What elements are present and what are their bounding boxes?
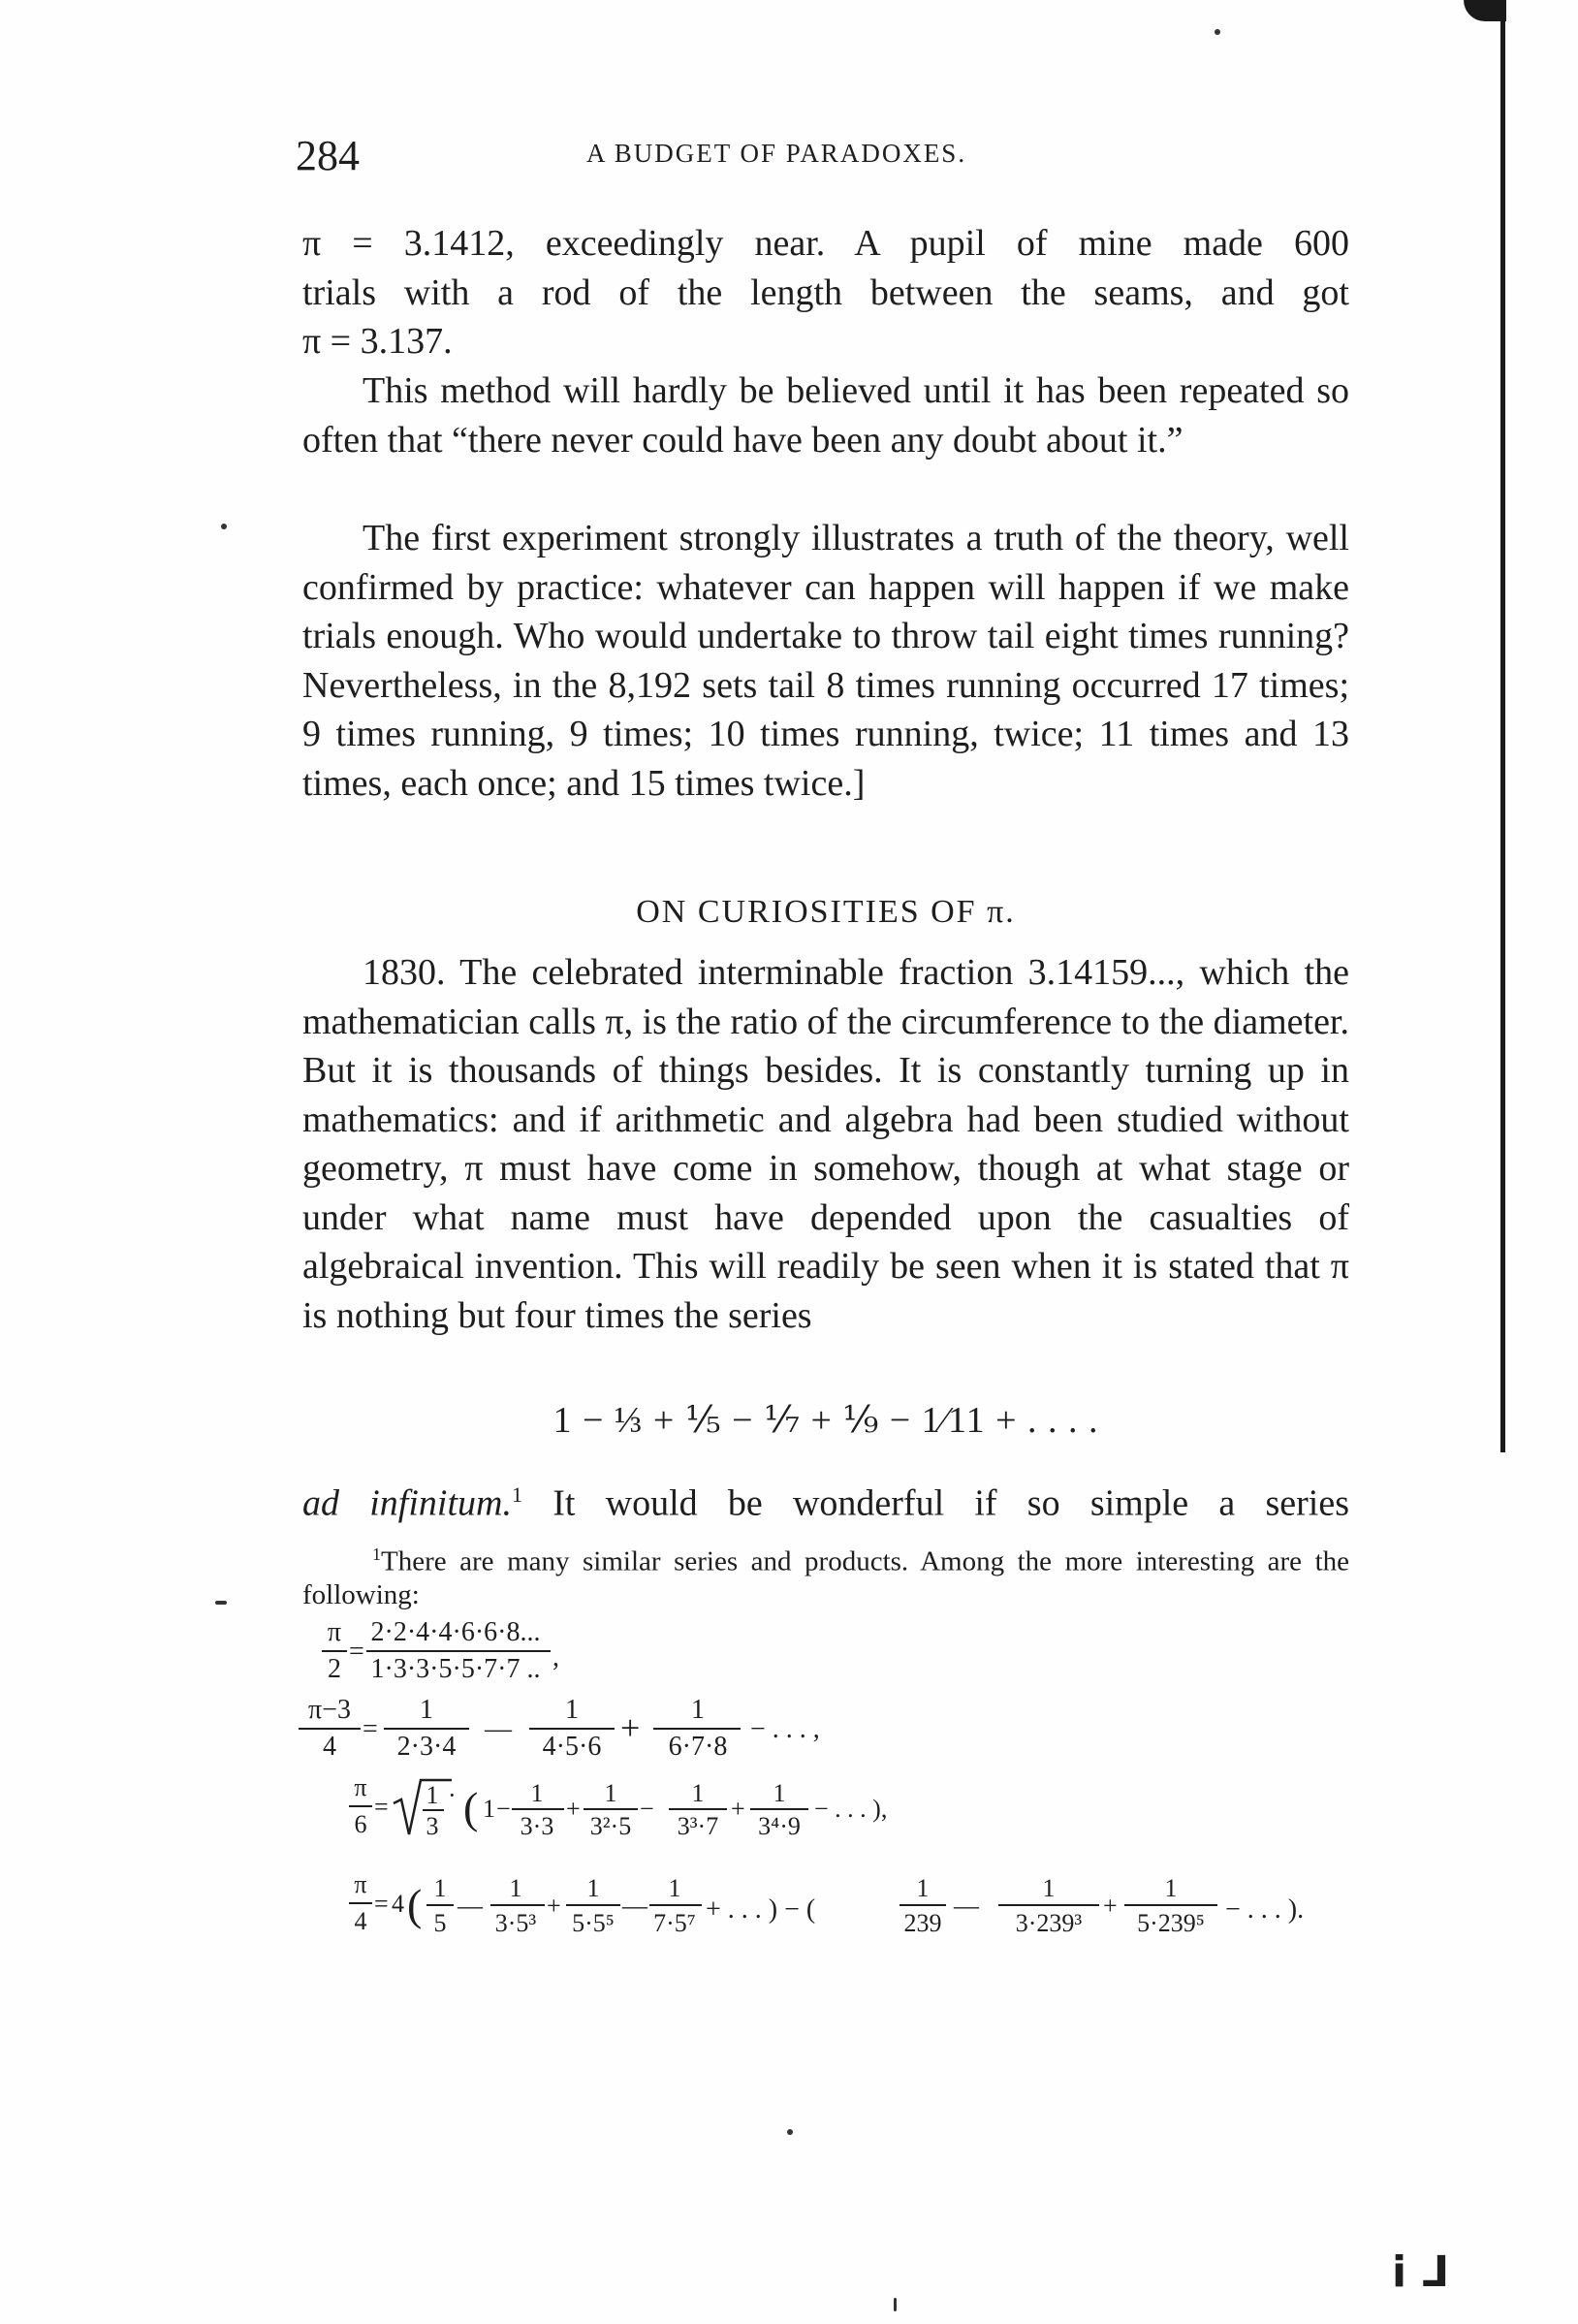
footnote [302, 1538, 1349, 1611]
speck [1215, 29, 1220, 35]
svg-text:π: π [327, 1617, 342, 1647]
svg-text:5: 5 [433, 1909, 447, 1937]
footnote-text: There are many similar series and products. Among the more interesting are the following: [302, 1545, 1349, 1610]
svg-text:3: 3 [426, 1812, 439, 1840]
svg-text:1: 1 [565, 1695, 579, 1725]
svg-text:1: 1 [604, 1779, 617, 1807]
svg-text:+: + [731, 1795, 745, 1823]
svg-text:π: π [354, 1870, 367, 1898]
svg-text:=: = [374, 1793, 389, 1821]
svg-text:− . . . ,: − . . . , [750, 1714, 820, 1744]
svg-text:1: 1 [691, 1779, 705, 1807]
svg-text:1·3·3·5·5·7·7 ..: 1·3·3·5·5·7·7 .. [370, 1654, 541, 1684]
speck [221, 524, 227, 529]
svg-text:1: 1 [483, 1795, 495, 1823]
svg-text:1: 1 [773, 1779, 786, 1807]
svg-text:−: − [640, 1795, 654, 1823]
section-heading: ON CURIOSITIES OF π. [636, 894, 1016, 930]
svg-text:4: 4 [323, 1732, 336, 1762]
svg-text:π: π [354, 1773, 367, 1801]
svg-text:3²·5: 3²·5 [589, 1812, 632, 1840]
svg-text:+: + [1103, 1892, 1118, 1920]
paragraph-5: ad infinitum.$^1$ It would be wonderful if so simple a series [302, 1482, 1350, 1524]
svg-text:1: 1 [668, 1874, 681, 1902]
svg-text:—: — [485, 1714, 512, 1744]
speck [894, 2298, 897, 2311]
binding-edge-line [1500, 17, 1505, 1452]
formula-3 [349, 1773, 887, 1840]
svg-text:3³·7: 3³·7 [677, 1812, 719, 1840]
svg-text:5·5⁵: 5·5⁵ [572, 1909, 615, 1937]
running-title: A BUDGET OF PARADOXES. [586, 139, 967, 168]
svg-text:(: ( [407, 1880, 423, 1929]
formula-4 [349, 1870, 1304, 1937]
svg-text:1: 1 [530, 1779, 544, 1807]
svg-text:4: 4 [392, 1890, 404, 1918]
series-formula: 1 − ⅓ + ⅕ − ⅐ + ⅑ − 1⁄11 + . . . . [552, 1400, 1099, 1441]
svg-text:3·3: 3·3 [520, 1812, 554, 1840]
formula-1 [322, 1617, 559, 1684]
svg-text:6·7·8: 6·7·8 [668, 1732, 728, 1762]
svg-text:1: 1 [691, 1695, 705, 1725]
line-3: π = 3.137. [302, 321, 453, 362]
svg-text:4: 4 [354, 1907, 367, 1935]
line-1: π = 3.1412, exceedingly near. A pupil of mine made 600 [302, 223, 1349, 264]
svg-text:2: 2 [328, 1654, 341, 1684]
paragraph-1 [302, 219, 1349, 366]
svg-text:2·3·4: 2·3·4 [396, 1732, 457, 1762]
svg-text:−: − [496, 1795, 511, 1823]
svg-text:·: · [448, 1781, 457, 1809]
paragraph-2: This method will hardly be believed until it has been repeated so often that “there never could have been any doubt about it.” [302, 370, 1349, 461]
svg-text:+ . . . ) − (: + . . . ) − ( [706, 1894, 816, 1925]
footnote-formulas [291, 1609, 1367, 1978]
svg-text:+: + [566, 1795, 581, 1823]
svg-text:+: + [547, 1892, 561, 1920]
svg-text:1: 1 [420, 1695, 433, 1725]
svg-text:=: = [363, 1714, 378, 1744]
svg-text:,: , [552, 1642, 559, 1672]
svg-text:1: 1 [586, 1874, 600, 1902]
svg-text:=: = [374, 1890, 389, 1918]
speck [215, 1601, 227, 1605]
formula-2 [299, 1695, 820, 1762]
svg-text:3·5³: 3·5³ [494, 1909, 537, 1937]
svg-text:− . . . ).: − . . . ). [1225, 1894, 1305, 1925]
svg-text:—: — [622, 1892, 647, 1920]
footnote-ref: 1 [511, 1482, 522, 1507]
svg-text:1: 1 [1042, 1874, 1056, 1902]
svg-text:1: 1 [509, 1874, 522, 1902]
svg-text:2·2·4·4·6·6·8...: 2·2·4·4·6·6·8... [370, 1617, 541, 1647]
page-header [296, 131, 1342, 189]
svg-text:7·5⁷: 7·5⁷ [653, 1909, 696, 1937]
line-2: trials with a rod of the length between the seams, and got [302, 271, 1349, 313]
page-number: 284 [296, 132, 360, 179]
paragraph-3: The first experiment strongly illustrates a truth of the theory, well confirmed by practice: whatever can happen will happen if we make trials enough. Who would undertake to throw tail eight times running? Nevertheless, in the 8,192 sets tail 8 times running occurred 17 times; 9 times running, 9 times; 10 times running, twice; 11 times and 13 times, each once; and 15 times twice.] [302, 518, 1349, 804]
svg-text:239: 239 [903, 1909, 942, 1937]
paragraph-4: 1830. The celebrated interminable fraction 3.14159..., which the mathematician calls π, is the ratio of the circumference to the diameter. But it is thousands of things besides. It is constantly turning up in mathematics: and if arithmetic and algebra had been studied without geometry, π must have come in somehow, though at what stage or under what name must have depended upon the casualties of algebraical invention. This will readily be seen when it is stated that π is nothing but four times the series [302, 952, 1349, 1336]
svg-text:3·239³: 3·239³ [1015, 1909, 1083, 1937]
svg-text:1: 1 [433, 1874, 447, 1902]
footnote-marker: 1 [372, 1544, 381, 1564]
svg-text:1: 1 [1164, 1874, 1178, 1902]
svg-text:5·239⁵: 5·239⁵ [1137, 1909, 1205, 1937]
svg-text:—: — [954, 1892, 979, 1920]
ad-infinitum: ad infinitum. [302, 1482, 512, 1524]
svg-text:1: 1 [426, 1781, 439, 1809]
svg-text:6: 6 [354, 1810, 367, 1838]
equals: = [349, 1637, 364, 1667]
svg-text:π−3: π−3 [308, 1695, 351, 1725]
svg-text:+: + [620, 1708, 641, 1747]
svg-text:4·5·6: 4·5·6 [542, 1732, 602, 1762]
bottom-right-mark: 𝗶 ⅃ [1392, 2247, 1449, 2297]
svg-text:—: — [458, 1892, 483, 1920]
svg-text:(: ( [463, 1783, 479, 1832]
svg-text:3⁴·9: 3⁴·9 [758, 1812, 801, 1840]
svg-text:− . . . ),: − . . . ), [814, 1795, 888, 1823]
speck [787, 2129, 793, 2135]
svg-text:1: 1 [916, 1874, 930, 1902]
